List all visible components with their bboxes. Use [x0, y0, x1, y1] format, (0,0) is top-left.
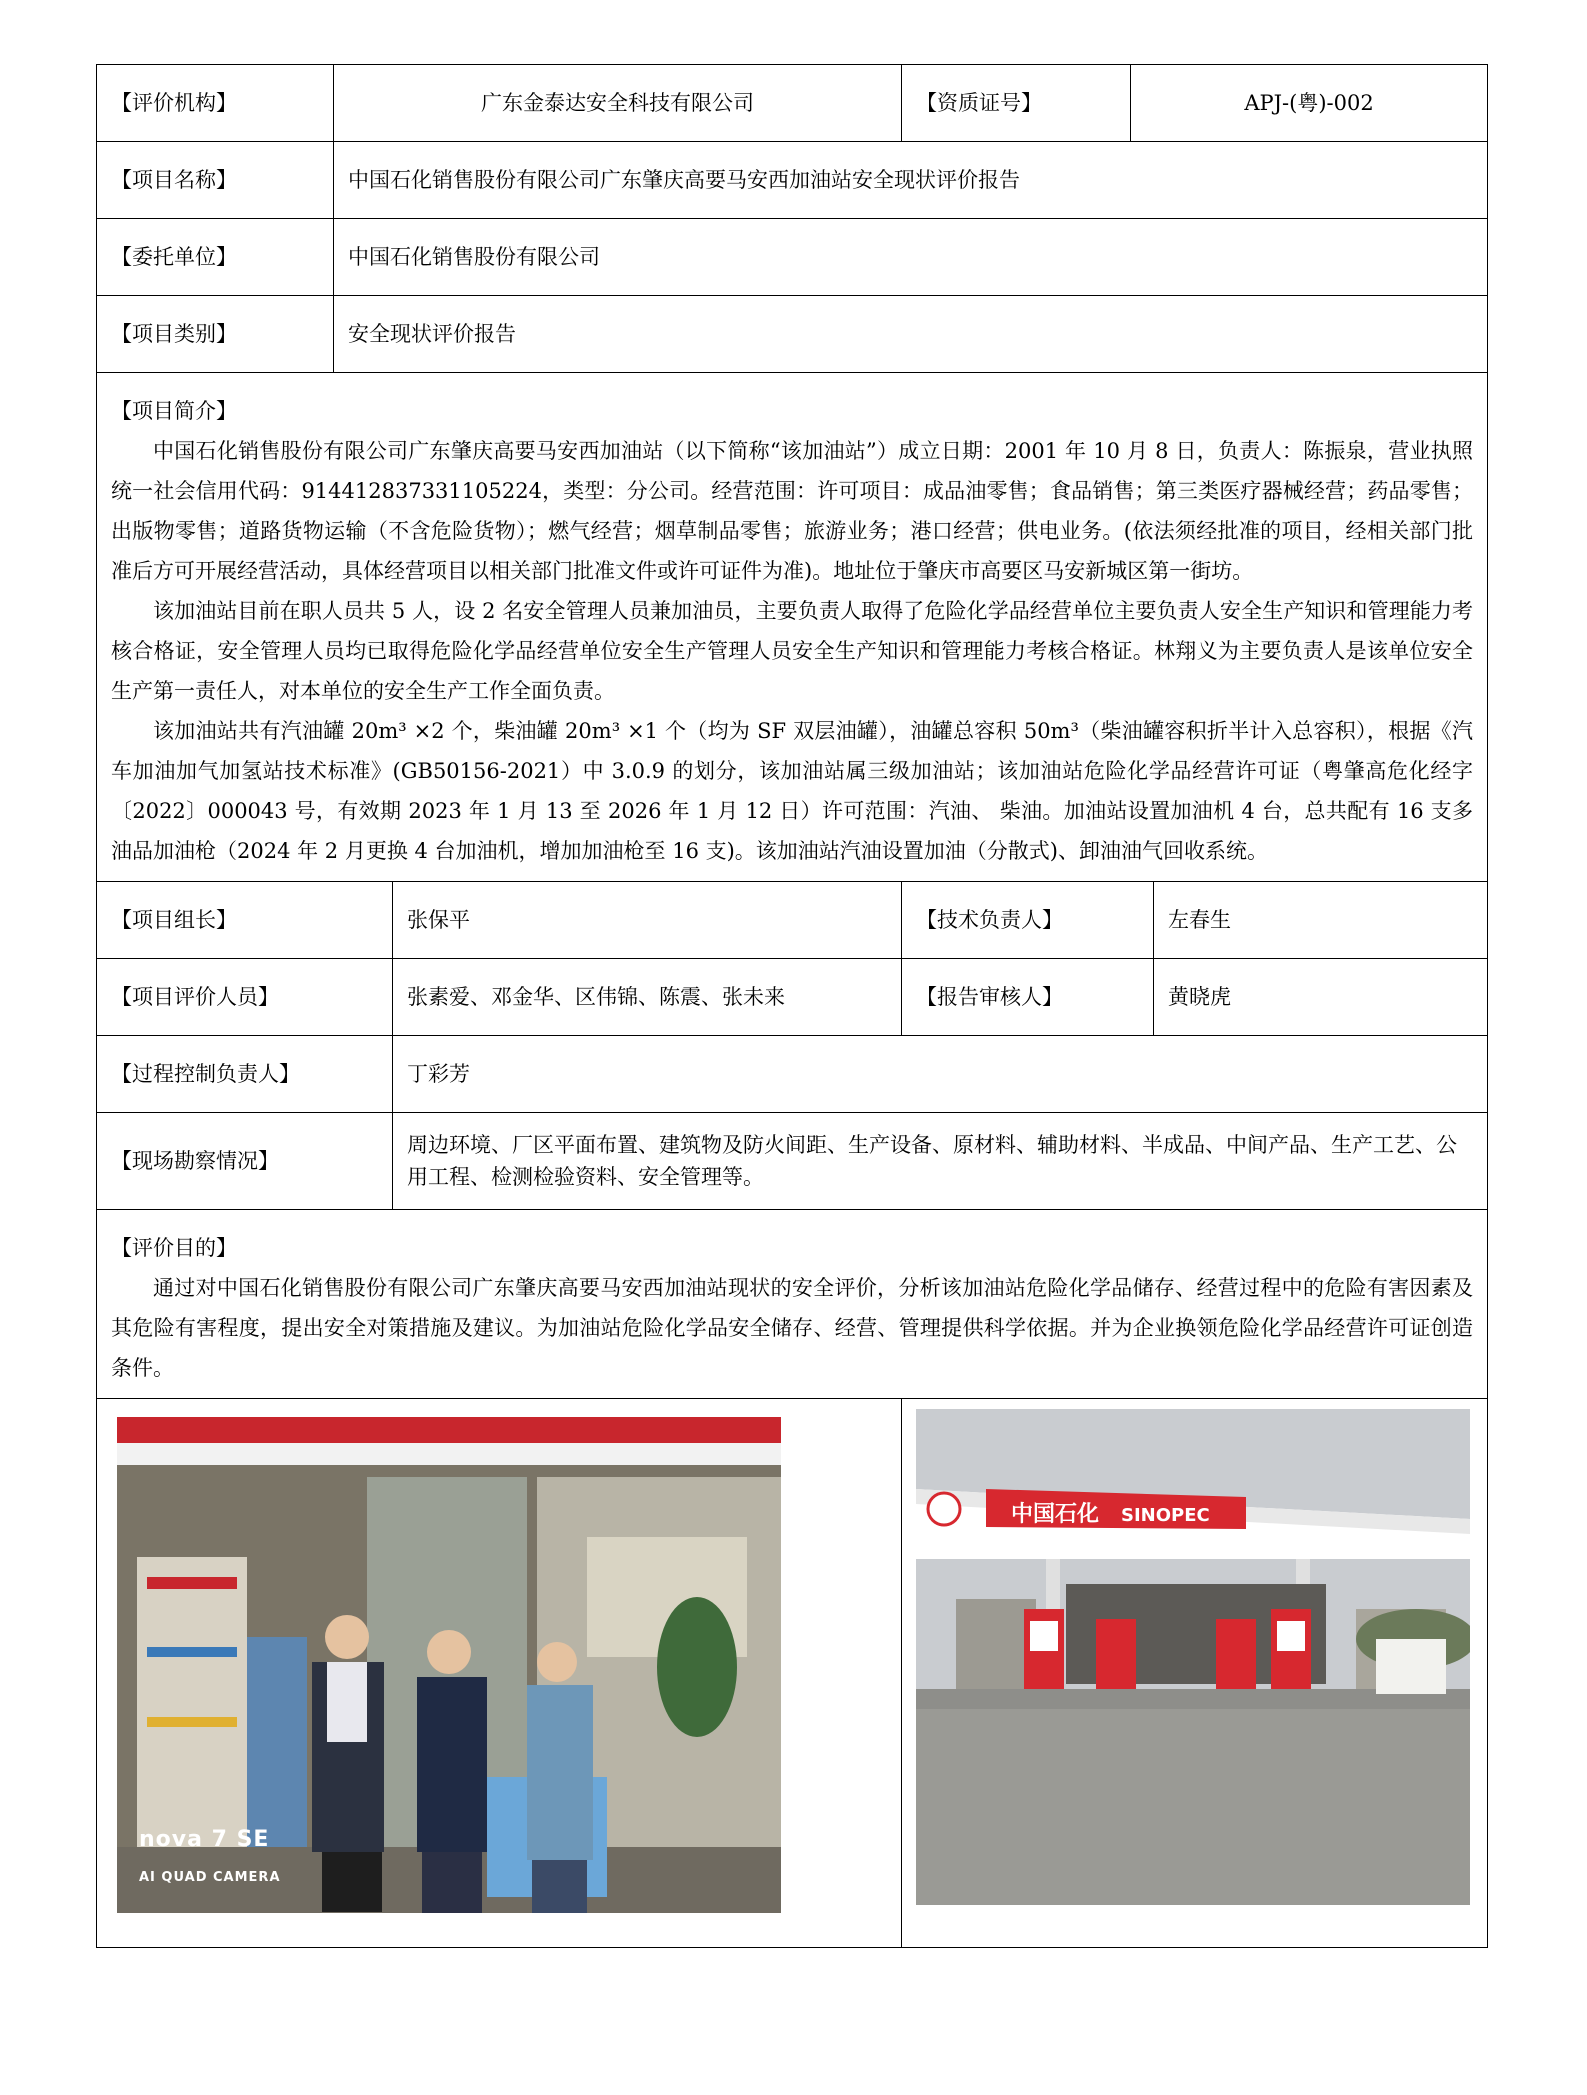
- canopy-sign-en: SINOPEC: [1121, 1505, 1210, 1526]
- row-category: [97, 296, 1488, 373]
- project-name-label: 【项目名称】: [97, 142, 334, 219]
- sinopec-logo-icon: [928, 1493, 960, 1525]
- intro-section: [97, 373, 1488, 882]
- row-client: [97, 219, 1488, 296]
- canopy-sign-cn: 中国石化: [1011, 1502, 1100, 1527]
- survey-value: 周边环境、厂区平面布置、建筑物及防火间距、生产设备、原材料、辅助材料、半成品、中间产品、生产工艺、公用工程、检测检验资料、安全管理等。: [393, 1113, 1488, 1210]
- category-value: 安全现状评价报告: [334, 296, 1488, 373]
- site-photo-station: [916, 1409, 1470, 1905]
- row-intro: [97, 373, 1488, 882]
- row-leader: [97, 882, 1488, 959]
- cert-label: 【资质证号】: [902, 65, 1131, 142]
- reviewer-value: 黄晓虎: [1154, 959, 1488, 1036]
- process-value: 丁彩芳: [393, 1036, 1488, 1113]
- cert-value: APJ-(粤)-002: [1131, 65, 1488, 142]
- intro-title: 【项目简介】: [111, 399, 237, 423]
- client-label: 【委托单位】: [97, 219, 334, 296]
- row-photos: [97, 1399, 1488, 1948]
- report-page: [96, 64, 1487, 1948]
- org-value: 广东金泰达安全科技有限公司: [334, 65, 902, 142]
- purpose-text: 通过对中国石化销售股份有限公司广东肇庆高要马安西加油站现状的安全评价，分析该加油站危险化学品储存、经营过程中的危险有害因素及其危险有害程度，提出安全对策措施及建议。为加油站危险化学品安全储存、经营、管理提供科学依据。并为企业换领危险化学品经营许可证创造条件。: [111, 1276, 1474, 1380]
- row-project-name: [97, 142, 1488, 219]
- report-table: [96, 64, 1488, 1948]
- row-process-control: [97, 1036, 1488, 1113]
- row-survey: [97, 1113, 1488, 1210]
- leader-label: 【项目组长】: [97, 882, 393, 959]
- purpose-title: 【评价目的】: [111, 1236, 237, 1260]
- client-value: 中国石化销售股份有限公司: [334, 219, 1488, 296]
- intro-paragraph-1: 中国石化销售股份有限公司广东肇庆高要马安西加油站（以下简称“该加油站”）成立日期：2001 年 10 月 8 日，负责人：陈振泉，营业执照统一社会信用代码：914412837331105224，类型：分公司。经营范围：许可项目：成品油零售；食品销售；第三类医疗器械经营；药品零售；出版物零售；道路货物运输（不含危险货物）；燃气经营；烟草制品零售；旅游业务；港口经营；供电业务。(依法须经批准的项目，经相关部门批准后方可开展经营活动，具体经营项目以相关部门批准文件或许可证件为准)。地址位于肇庆市高要区马安新城区第一街坊。: [111, 439, 1474, 583]
- leader-value: 张保平: [393, 882, 902, 959]
- purpose-section: [97, 1210, 1488, 1399]
- survey-label: 【现场勘察情况】: [97, 1113, 393, 1210]
- row-evaluators: [97, 959, 1488, 1036]
- category-label: 【项目类别】: [97, 296, 334, 373]
- process-label: 【过程控制负责人】: [97, 1036, 393, 1113]
- row-purpose: [97, 1210, 1488, 1399]
- row-organization: [97, 65, 1488, 142]
- tech-value: 左春生: [1154, 882, 1488, 959]
- camera-watermark: [139, 1821, 281, 1897]
- intro-paragraph-2: 该加油站目前在职人员共 5 人，设 2 名安全管理人员兼加油员，主要负责人取得了危险化学品经营单位主要负责人安全生产知识和管理能力考核合格证，安全管理人员均已取得危险化学品经营单位安全生产管理人员安全生产知识和管理能力考核合格证。林翔义为主要负责人是该单位安全生产第一责任人，对本单位的安全生产工作全面负责。: [111, 599, 1474, 703]
- station-photo-drawing: [916, 1409, 1470, 1905]
- camera-watermark-model: nova 7 SE: [139, 1827, 270, 1852]
- camera-watermark-sub: AI QUAD CAMERA: [139, 1870, 281, 1885]
- reviewer-label: 【报告审核人】: [902, 959, 1154, 1036]
- intro-paragraph-3: 该加油站共有汽油罐 20m³ ×2 个，柴油罐 20m³ ×1 个（均为 SF 双层油罐），油罐总容积 50m³（柴油罐容积折半计入总容积），根据《汽车加油加气加氢站技术标准》(GB50156-2021）中 3.0.9 的划分，该加油站属三级加油站；该加油站危险化学品经营许可证（粤肇高危化经字〔2022〕000043 号，有效期 2023 年 1 月 13 至 2026 年 1 月 12 日）许可范围：汽油、 柴油。加油站设置加油机 4 台，总共配有 16 支多油品加油枪（2024 年 2 月更换 4 台加油机，增加加油枪至 16 支)。该加油站汽油设置加油（分散式)、卸油油气回收系统。: [111, 719, 1474, 863]
- photo-cell-right: [902, 1399, 1488, 1948]
- site-photo-staff: [117, 1417, 781, 1913]
- tech-label: 【技术负责人】: [902, 882, 1154, 959]
- evaluators-label: 【项目评价人员】: [97, 959, 393, 1036]
- evaluators-value: 张素爱、邓金华、区伟锦、陈震、张未来: [393, 959, 902, 1036]
- photo-cell-left: [97, 1399, 902, 1948]
- project-name-value: 中国石化销售股份有限公司广东肇庆高要马安西加油站安全现状评价报告: [334, 142, 1488, 219]
- org-label: 【评价机构】: [97, 65, 334, 142]
